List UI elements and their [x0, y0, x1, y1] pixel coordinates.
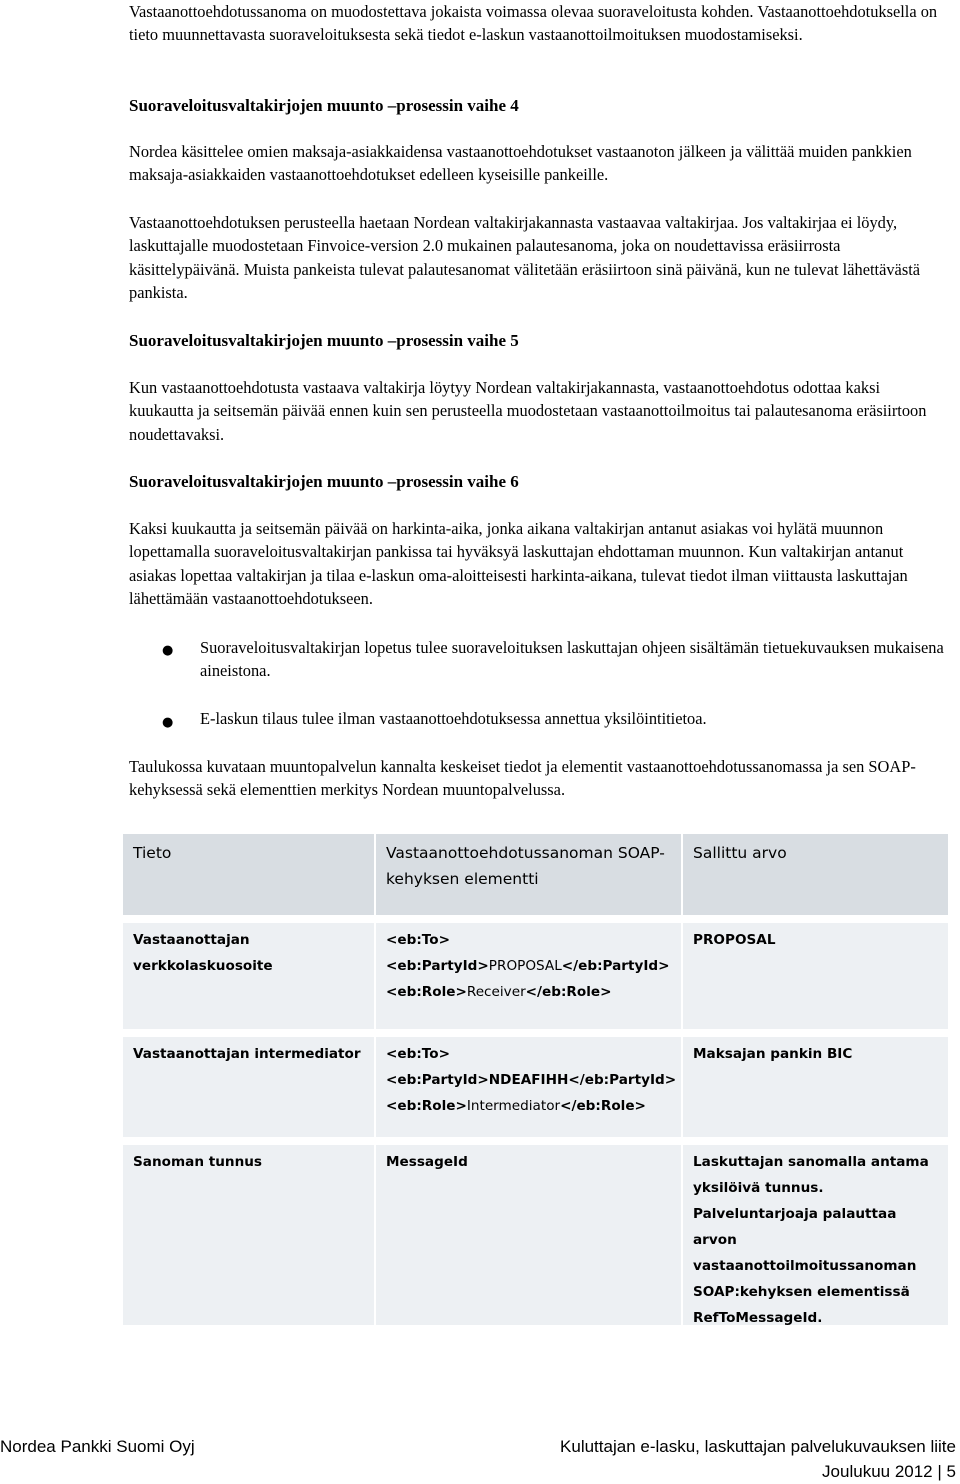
table-cell-tieto: Sanoman tunnus	[123, 1145, 374, 1325]
bullet-item-2: E-laskun tilaus tulee ilman vastaanottoehdotuksessa annettua yksilöintitietoa.	[200, 709, 707, 728]
section-4-heading: Suoraveloitusvaltakirjojen muunto –prosessin vaihe 4	[129, 96, 519, 115]
footer-page-number: 5	[946, 1462, 956, 1481]
table-cell-tieto: Vastaanottajan intermediator	[123, 1037, 374, 1137]
bullet-icon: ●	[162, 715, 174, 730]
section-4-paragraph-2: Vastaanottoehdotuksen perusteella haetaan Nordean valtakirjakannasta vastaavaa valtakirjaa. Jos valtakirjaa ei löydy, laskuttajalle muodostetaan Finvoice-version 2.0 mukainen palautesanoma, joka on noudettavissa eräsiirrosta käsittelypäivänä. Muista pankeista tulevat palautesanomat välitetään eräsiirtoon sinä päivänä, kun ne tulevat lähettävästä pankista.	[129, 213, 921, 302]
footer-date: Joulukuu 2012	[822, 1462, 933, 1481]
table-cell-arvo: Laskuttajan sanomalla antama yksilöivä tunnus. Palveluntarjoaja palauttaa arvon vastaanottoilmoitussanoman SOAP:kehyksen elementissä RefToMessageId.	[681, 1145, 948, 1325]
section-6-heading: Suoraveloitusvaltakirjojen muunto –prosessin vaihe 6	[129, 472, 519, 491]
table-cell-elementti: <eb:To> <eb:PartyId>NDEAFIHH</eb:PartyId> <eb:Role>Intermediator</eb:Role>	[374, 1037, 681, 1137]
section-5-heading: Suoraveloitusvaltakirjojen muunto –prosessin vaihe 5	[129, 331, 519, 350]
table-cell-tieto: Vastaanottajan verkkolaskuosoite	[123, 923, 374, 1029]
footer-document-title: Kuluttajan e-lasku, laskuttajan palvelukuvauksen liite	[560, 1437, 956, 1456]
footer-separator: |	[937, 1462, 942, 1481]
table-header-tieto: Tieto	[123, 834, 374, 915]
intro-paragraph: Vastaanottoehdotussanoma on muodostettava jokaista voimassa olevaa suoraveloitusta kohden. Vastaanottoehdotuksella on tieto muunnettavasta suoraveloituksesta sekä tiedot e-laskun vastaanottoilmoituksen muodostamiseksi.	[129, 2, 938, 45]
table-cell-arvo: Maksajan pankin BIC	[681, 1037, 948, 1137]
table-intro-paragraph: Taulukossa kuvataan muuntopalvelun kannalta keskeiset tiedot ja elementit vastaanottoehdotussanomassa ja sen SOAP-kehyksessä sekä elementtien merkitys Nordean muuntopalvelussa.	[129, 757, 916, 800]
table-row	[123, 923, 948, 1029]
table-header-elementti: Vastaanottoehdotussanoman SOAP-kehyksen elementti	[374, 834, 681, 915]
table-row	[123, 1037, 948, 1137]
table-header-row	[123, 834, 948, 915]
section-6-paragraph-1: Kaksi kuukautta ja seitsemän päivää on harkinta-aika, jonka aikana valtakirjan antanut asiakas voi hylätä muunnon lopettamalla suoraveloitusvaltakirjan pankissa tai hyväksyä laskuttajan ehdottaman muunnon. Kun valtakirjan antanut asiakas lopettaa valtakirjan ja tilaa e-laskun oma-aloitteisesti harkinta-aikana, tulevat tiedot ilman viittausta laskuttajan lähettämään vastaanottoehdotukseen.	[129, 519, 908, 608]
footer-company: Nordea Pankki Suomi Oyj	[0, 1437, 195, 1456]
table-header-arvo: Sallittu arvo	[681, 834, 948, 915]
section-4-paragraph-1: Nordea käsittelee omien maksaja-asiakkaidensa vastaanottoehdotukset vastaanoton jälkeen ja välittää muiden pankkien maksaja-asiakkaiden vastaanottoehdotukset edelleen kyseisille pankeille.	[129, 142, 912, 185]
bullet-icon: ●	[162, 643, 174, 658]
section-5-paragraph-1: Kun vastaanottoehdotusta vastaava valtakirja löytyy Nordean valtakirjakannasta, vastaanottoehdotus odottaa kaksi kuukautta ja seitsemän päivää ennen kuin sen perusteella muodostetaan vastaanottoilmoitus tai palautesanoma eräsiirtoon noudettavaksi.	[129, 378, 927, 444]
table-cell-arvo: PROPOSAL	[681, 923, 948, 1029]
bullet-item-1: Suoraveloitusvaltakirjan lopetus tulee suoraveloituksen laskuttajan ohjeen sisältämän tietuekuvauksen mukaisena aineistona.	[200, 638, 944, 681]
elements-table	[123, 834, 948, 1325]
table-cell-elementti: MessageId	[374, 1145, 681, 1325]
table-row	[123, 1145, 948, 1325]
table-cell-elementti: <eb:To> <eb:PartyId>PROPOSAL</eb:PartyId> <eb:Role>Receiver</eb:Role>	[374, 923, 681, 1029]
footer-date-page	[822, 1462, 956, 1482]
